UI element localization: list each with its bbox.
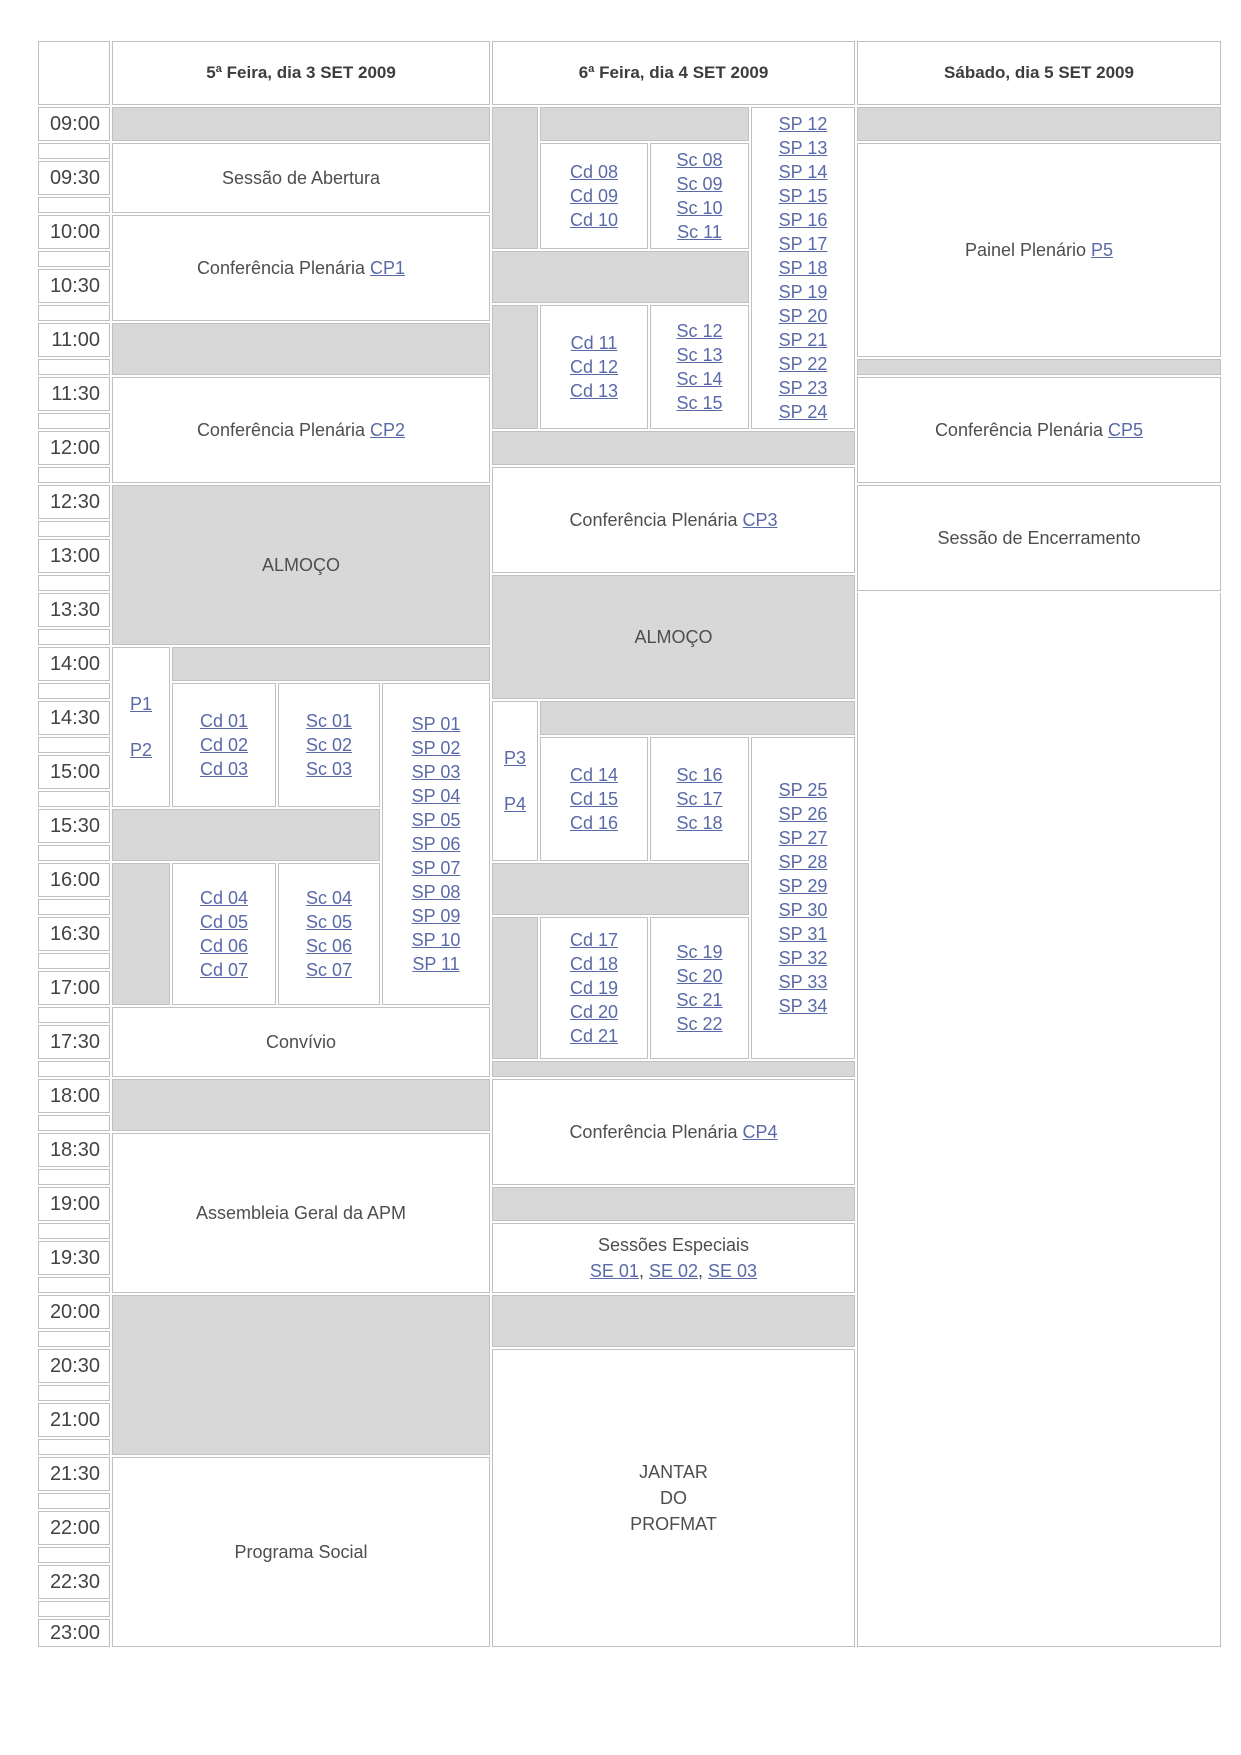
- time-spacer: [38, 683, 110, 699]
- time-label-1130: 11:30: [38, 377, 110, 411]
- event-label: DO: [660, 1488, 687, 1508]
- link-sp-22[interactable]: SP 22: [778, 354, 828, 374]
- link-sp-30[interactable]: SP 30: [778, 900, 828, 920]
- link-cd-06[interactable]: Cd 06: [199, 936, 249, 956]
- link-sp-26[interactable]: SP 26: [778, 804, 828, 824]
- event-label: ALMOÇO: [634, 627, 713, 647]
- link-cd-09[interactable]: Cd 09: [569, 186, 619, 206]
- link-sp-24[interactable]: SP 24: [778, 402, 828, 422]
- event-label: [935, 417, 1143, 443]
- link-cd-14[interactable]: Cd 14: [569, 765, 619, 785]
- time-label-0900: 09:00: [38, 107, 110, 141]
- link-cd-16[interactable]: Cd 16: [569, 813, 619, 833]
- d3-gray-0900: [112, 107, 490, 141]
- event-label-text: Conferência Plenária: [196, 258, 371, 278]
- d3-conferencia-cp1: [112, 215, 490, 321]
- d3-sessao-abertura: [112, 143, 490, 213]
- links-list: [570, 331, 618, 403]
- time-spacer: [38, 521, 110, 537]
- time-spacer: [38, 143, 110, 159]
- link-cd-05[interactable]: Cd 05: [199, 912, 249, 932]
- link-cd-17[interactable]: Cd 17: [569, 930, 619, 950]
- links-list: [412, 712, 461, 976]
- event-label-text: Conferência Plenária: [569, 510, 743, 530]
- d4-gray-spacer-0900: [492, 107, 538, 249]
- time-spacer: [38, 1493, 110, 1509]
- link-cp5[interactable]: CP5: [1108, 420, 1144, 440]
- time-spacer: [38, 1115, 110, 1131]
- link-sp-34[interactable]: SP 34: [778, 996, 828, 1016]
- link-sp-06[interactable]: SP 06: [411, 834, 461, 854]
- time-spacer: [38, 1439, 110, 1455]
- link-sc-20[interactable]: Sc 20: [676, 966, 723, 986]
- link-cd-07[interactable]: Cd 07: [199, 960, 249, 980]
- d3-almoco: [112, 485, 490, 645]
- link-cd-11[interactable]: Cd 11: [570, 333, 618, 353]
- link-sc-13[interactable]: Sc 13: [676, 345, 723, 365]
- d3-gray-2000: [112, 1295, 490, 1455]
- link-cp2[interactable]: CP2: [370, 420, 406, 440]
- time-label-1530: 15:30: [38, 809, 110, 843]
- link-sp-08[interactable]: SP 08: [411, 882, 461, 902]
- link-cd-21[interactable]: Cd 21: [569, 1026, 619, 1046]
- event-label: Convívio: [265, 1032, 337, 1052]
- d4-sc-12-15: [650, 305, 749, 429]
- time-spacer: [38, 899, 110, 915]
- link-sc-22[interactable]: Sc 22: [676, 1014, 723, 1034]
- link-sp-04[interactable]: SP 04: [411, 786, 461, 806]
- link-sc-03[interactable]: Sc 03: [305, 759, 353, 779]
- link-sp-13[interactable]: SP 13: [778, 138, 828, 158]
- link-se-03[interactable]: SE 03: [708, 1261, 758, 1281]
- link-sc-10[interactable]: Sc 10: [676, 198, 723, 218]
- link-cd-15[interactable]: Cd 15: [569, 789, 619, 809]
- links-list: [130, 681, 152, 773]
- d4-conferencia-cp4: [492, 1079, 855, 1185]
- link-cd-08[interactable]: Cd 08: [569, 162, 619, 182]
- time-spacer: [38, 1061, 110, 1077]
- time-label-1300: 13:00: [38, 539, 110, 573]
- links-list: [570, 160, 618, 232]
- time-label-1030: 10:30: [38, 269, 110, 303]
- links-list: [306, 886, 352, 982]
- event-label: [569, 1119, 777, 1145]
- link-sp-11[interactable]: SP 11: [412, 954, 460, 974]
- d5-empty-column: [857, 593, 1221, 1647]
- time-spacer: [38, 1169, 110, 1185]
- time-label-1900: 19:00: [38, 1187, 110, 1221]
- d3-programa-social: [112, 1457, 490, 1647]
- event-label-text: Conferência Plenária: [569, 1122, 743, 1142]
- links-list: [570, 928, 618, 1048]
- event-label: [197, 255, 405, 281]
- link-sc-01[interactable]: Sc 01: [305, 711, 353, 731]
- time-spacer: [38, 845, 110, 861]
- event-label-text: Painel Plenário: [964, 240, 1092, 260]
- d4-gray-2000: [492, 1295, 855, 1347]
- link-sp-29[interactable]: SP 29: [778, 876, 828, 896]
- link-se-01[interactable]: SE 01: [589, 1261, 639, 1281]
- d4-gray-1900: [492, 1187, 855, 1221]
- link-sp-28[interactable]: SP 28: [778, 852, 828, 872]
- time-label-0930: 09:30: [38, 161, 110, 195]
- link-sp-31[interactable]: SP 31: [778, 924, 828, 944]
- link-sp-19[interactable]: SP 19: [778, 282, 828, 302]
- d3-cd-04-07: [172, 863, 276, 1005]
- links-list: [779, 112, 828, 424]
- link-cd-18[interactable]: Cd 18: [569, 954, 619, 974]
- event-label: [569, 507, 777, 533]
- links-list: [779, 778, 828, 1018]
- time-spacer: [38, 413, 110, 429]
- link-sp-15[interactable]: SP 15: [778, 186, 828, 206]
- time-spacer: [38, 305, 110, 321]
- links-list: [676, 148, 722, 244]
- links-list: [200, 709, 248, 781]
- day-header-saturday: Sábado, dia 5 SET 2009: [857, 41, 1221, 105]
- link-cd-03[interactable]: Cd 03: [199, 759, 249, 779]
- link-sc-12[interactable]: Sc 12: [676, 321, 723, 341]
- d3-convivio: [112, 1007, 490, 1077]
- link-sp-33[interactable]: SP 33: [778, 972, 828, 992]
- d5-gray-0900: [857, 107, 1221, 141]
- links-list: [676, 940, 722, 1036]
- day-header-thursday: 5ª Feira, dia 3 SET 2009: [112, 41, 490, 105]
- links-list: [504, 735, 526, 827]
- link-sp-27[interactable]: SP 27: [778, 828, 828, 848]
- d3-paineis-p1-p2: [112, 647, 170, 807]
- schedule-grid: [37, 40, 1222, 1648]
- link-cp4[interactable]: CP4: [742, 1122, 778, 1142]
- link-sc-04[interactable]: Sc 04: [305, 888, 353, 908]
- time-spacer: [38, 251, 110, 267]
- d4-gray-1755: [492, 1061, 855, 1077]
- link-cd-02[interactable]: Cd 02: [199, 735, 249, 755]
- day-header-friday: 6ª Feira, dia 4 SET 2009: [492, 41, 855, 105]
- time-label-1000: 10:00: [38, 215, 110, 249]
- event-label: [965, 237, 1113, 263]
- link-sc-19[interactable]: Sc 19: [676, 942, 723, 962]
- time-label-2300: 23:00: [38, 1619, 110, 1647]
- event-label: Assembleia Geral da APM: [195, 1203, 407, 1223]
- event-label: Sessão de Abertura: [221, 168, 381, 188]
- event-label: ALMOÇO: [261, 555, 340, 575]
- link-sp-16[interactable]: SP 16: [778, 210, 828, 230]
- time-label-1330: 13:30: [38, 593, 110, 627]
- link-sp-23[interactable]: SP 23: [778, 378, 828, 398]
- d4-gray-1200: [492, 431, 855, 465]
- event-label-text: Conferência Plenária: [934, 420, 1109, 440]
- link-sp-17[interactable]: SP 17: [778, 234, 828, 254]
- time-label-1700: 17:00: [38, 971, 110, 1005]
- link-p5[interactable]: P5: [1091, 240, 1114, 260]
- d3-gray-spacer-1600: [112, 863, 170, 1005]
- time-label-1230: 12:30: [38, 485, 110, 519]
- link-sp-25[interactable]: SP 25: [778, 780, 828, 800]
- event-label: Sessões Especiais: [597, 1235, 750, 1255]
- d3-cd-01-03: [172, 683, 276, 807]
- time-label-2200: 22:00: [38, 1511, 110, 1545]
- time-spacer: [38, 1385, 110, 1401]
- link-sp-05[interactable]: SP 05: [411, 810, 461, 830]
- d3-conferencia-cp2: [112, 377, 490, 483]
- link-cp1[interactable]: CP1: [370, 258, 406, 278]
- time-spacer: [38, 1277, 110, 1293]
- d4-cd-08-10: [540, 143, 648, 249]
- link-cd-01[interactable]: Cd 01: [199, 711, 249, 731]
- d3-gray-strip-1400: [172, 647, 490, 681]
- link-sp-18[interactable]: SP 18: [778, 258, 828, 278]
- link-sc-18[interactable]: Sc 18: [676, 813, 723, 833]
- links-list: [200, 886, 248, 982]
- link-sp-03[interactable]: SP 03: [411, 762, 461, 782]
- link-p3[interactable]: P3: [503, 748, 527, 768]
- d3-sc-04-07: [278, 863, 380, 1005]
- link-cd-10[interactable]: Cd 10: [569, 210, 619, 230]
- time-label-2130: 21:30: [38, 1457, 110, 1491]
- link-sc-02[interactable]: Sc 02: [305, 735, 353, 755]
- time-label-1100: 11:00: [38, 323, 110, 357]
- link-sp-14[interactable]: SP 14: [778, 162, 828, 182]
- d4-almoco: [492, 575, 855, 699]
- time-label-2230: 22:30: [38, 1565, 110, 1599]
- link-p1[interactable]: P1: [129, 694, 153, 714]
- event-label: JANTAR: [639, 1462, 708, 1482]
- event-label: Programa Social: [234, 1542, 368, 1562]
- d4-sessoes-especiais: [492, 1223, 855, 1293]
- time-label-1930: 19:30: [38, 1241, 110, 1275]
- time-spacer: [38, 359, 110, 375]
- time-label-1830: 18:30: [38, 1133, 110, 1167]
- link-sc-09[interactable]: Sc 09: [676, 174, 723, 194]
- d5-sessao-encerramento: [857, 485, 1221, 591]
- link-cd-04[interactable]: Cd 04: [199, 888, 249, 908]
- d5-gray-1115: [857, 359, 1221, 375]
- d4-gray-spacer-1030: [492, 305, 538, 429]
- link-sp-20[interactable]: SP 20: [778, 306, 828, 326]
- d4-sp-12-24: [751, 107, 855, 429]
- d4-cd-14-16: [540, 737, 648, 861]
- event-label-text: Conferência Plenária: [196, 420, 371, 440]
- link-p2[interactable]: P2: [129, 740, 153, 760]
- d3-sp-01-11: [382, 683, 490, 1005]
- time-spacer: [38, 737, 110, 753]
- link-sc-11[interactable]: Sc 11: [677, 222, 722, 242]
- time-label-1730: 17:30: [38, 1025, 110, 1059]
- link-sc-06[interactable]: Sc 06: [305, 936, 353, 956]
- link-sc-21[interactable]: Sc 21: [676, 990, 723, 1010]
- link-sp-09[interactable]: SP 09: [411, 906, 461, 926]
- d4-jantar: [492, 1349, 855, 1647]
- link-cd-20[interactable]: Cd 20: [569, 1002, 619, 1022]
- time-spacer: [38, 629, 110, 645]
- time-label-2030: 20:30: [38, 1349, 110, 1383]
- time-spacer: [38, 575, 110, 591]
- time-label-1430: 14:30: [38, 701, 110, 735]
- link-sp-12[interactable]: SP 12: [778, 114, 828, 134]
- time-label-1630: 16:30: [38, 917, 110, 951]
- link-sp-32[interactable]: SP 32: [778, 948, 828, 968]
- link-p4[interactable]: P4: [503, 794, 527, 814]
- event-label: Sessão de Encerramento: [937, 528, 1141, 548]
- event-label: PROFMAT: [630, 1514, 717, 1534]
- time-spacer: [38, 197, 110, 213]
- d4-cd-17-21: [540, 917, 648, 1059]
- link-sc-17[interactable]: Sc 17: [676, 789, 723, 809]
- link-sc-05[interactable]: Sc 05: [305, 912, 353, 932]
- d4-sc-08-11: [650, 143, 749, 249]
- d4-gray-1000: [492, 251, 749, 303]
- d4-sp-25-34: [751, 737, 855, 1059]
- d3-gray-1800: [112, 1079, 490, 1131]
- link-sp-02[interactable]: SP 02: [411, 738, 461, 758]
- time-spacer: [38, 791, 110, 807]
- time-label-2000: 20:00: [38, 1295, 110, 1329]
- link-cd-13[interactable]: Cd 13: [569, 381, 619, 401]
- d5-painel-p5: [857, 143, 1221, 357]
- d4-sc-16-18: [650, 737, 749, 861]
- link-cd-12[interactable]: Cd 12: [569, 357, 619, 377]
- time-label-1500: 15:00: [38, 755, 110, 789]
- link-cd-19[interactable]: Cd 19: [569, 978, 619, 998]
- d4-cd-11-13: [540, 305, 648, 429]
- link-cp3[interactable]: CP3: [742, 510, 778, 530]
- time-column-header: [38, 41, 110, 105]
- time-label-1800: 18:00: [38, 1079, 110, 1113]
- link-sp-21[interactable]: SP 21: [778, 330, 828, 350]
- link-sc-07[interactable]: Sc 07: [305, 960, 353, 980]
- time-label-2100: 21:00: [38, 1403, 110, 1437]
- links-list: [676, 319, 722, 415]
- time-spacer: [38, 1007, 110, 1023]
- link-sp-01[interactable]: SP 01: [411, 714, 461, 734]
- d4-gray-strip-1430: [540, 701, 855, 735]
- time-spacer: [38, 953, 110, 969]
- d3-assembleia: [112, 1133, 490, 1293]
- d4-paineis-p3-p4: [492, 701, 538, 861]
- link-se-02[interactable]: SE 02: [648, 1261, 699, 1281]
- time-label-1600: 16:00: [38, 863, 110, 897]
- d4-sc-19-22: [650, 917, 749, 1059]
- link-sc-14[interactable]: Sc 14: [676, 369, 723, 389]
- d4-conferencia-cp3: [492, 467, 855, 573]
- links-list: [306, 709, 352, 781]
- time-spacer: [38, 467, 110, 483]
- time-spacer: [38, 1223, 110, 1239]
- d4-gray-1600: [492, 863, 749, 915]
- d3-gray-1100: [112, 323, 490, 375]
- link-sp-07[interactable]: SP 07: [411, 858, 461, 878]
- link-sc-15[interactable]: Sc 15: [676, 393, 723, 413]
- link-sc-08[interactable]: Sc 08: [676, 150, 723, 170]
- link-sp-10[interactable]: SP 10: [411, 930, 461, 950]
- time-label-1200: 12:00: [38, 431, 110, 465]
- time-label-1400: 14:00: [38, 647, 110, 681]
- special-sessions-links: SE 01, SE 02, SE 03: [589, 1261, 758, 1281]
- time-spacer: [38, 1547, 110, 1563]
- d5-conferencia-cp5: [857, 377, 1221, 483]
- links-list: [676, 763, 722, 835]
- d4-gray-spacer-1630: [492, 917, 538, 1059]
- d3-sc-01-03: [278, 683, 380, 807]
- links-list: [570, 763, 618, 835]
- event-label: [197, 417, 405, 443]
- d4-gray-strip-0900: [540, 107, 749, 141]
- time-spacer: [38, 1601, 110, 1617]
- time-spacer: [38, 1331, 110, 1347]
- link-sc-16[interactable]: Sc 16: [676, 765, 723, 785]
- d3-gray-1530: [112, 809, 380, 861]
